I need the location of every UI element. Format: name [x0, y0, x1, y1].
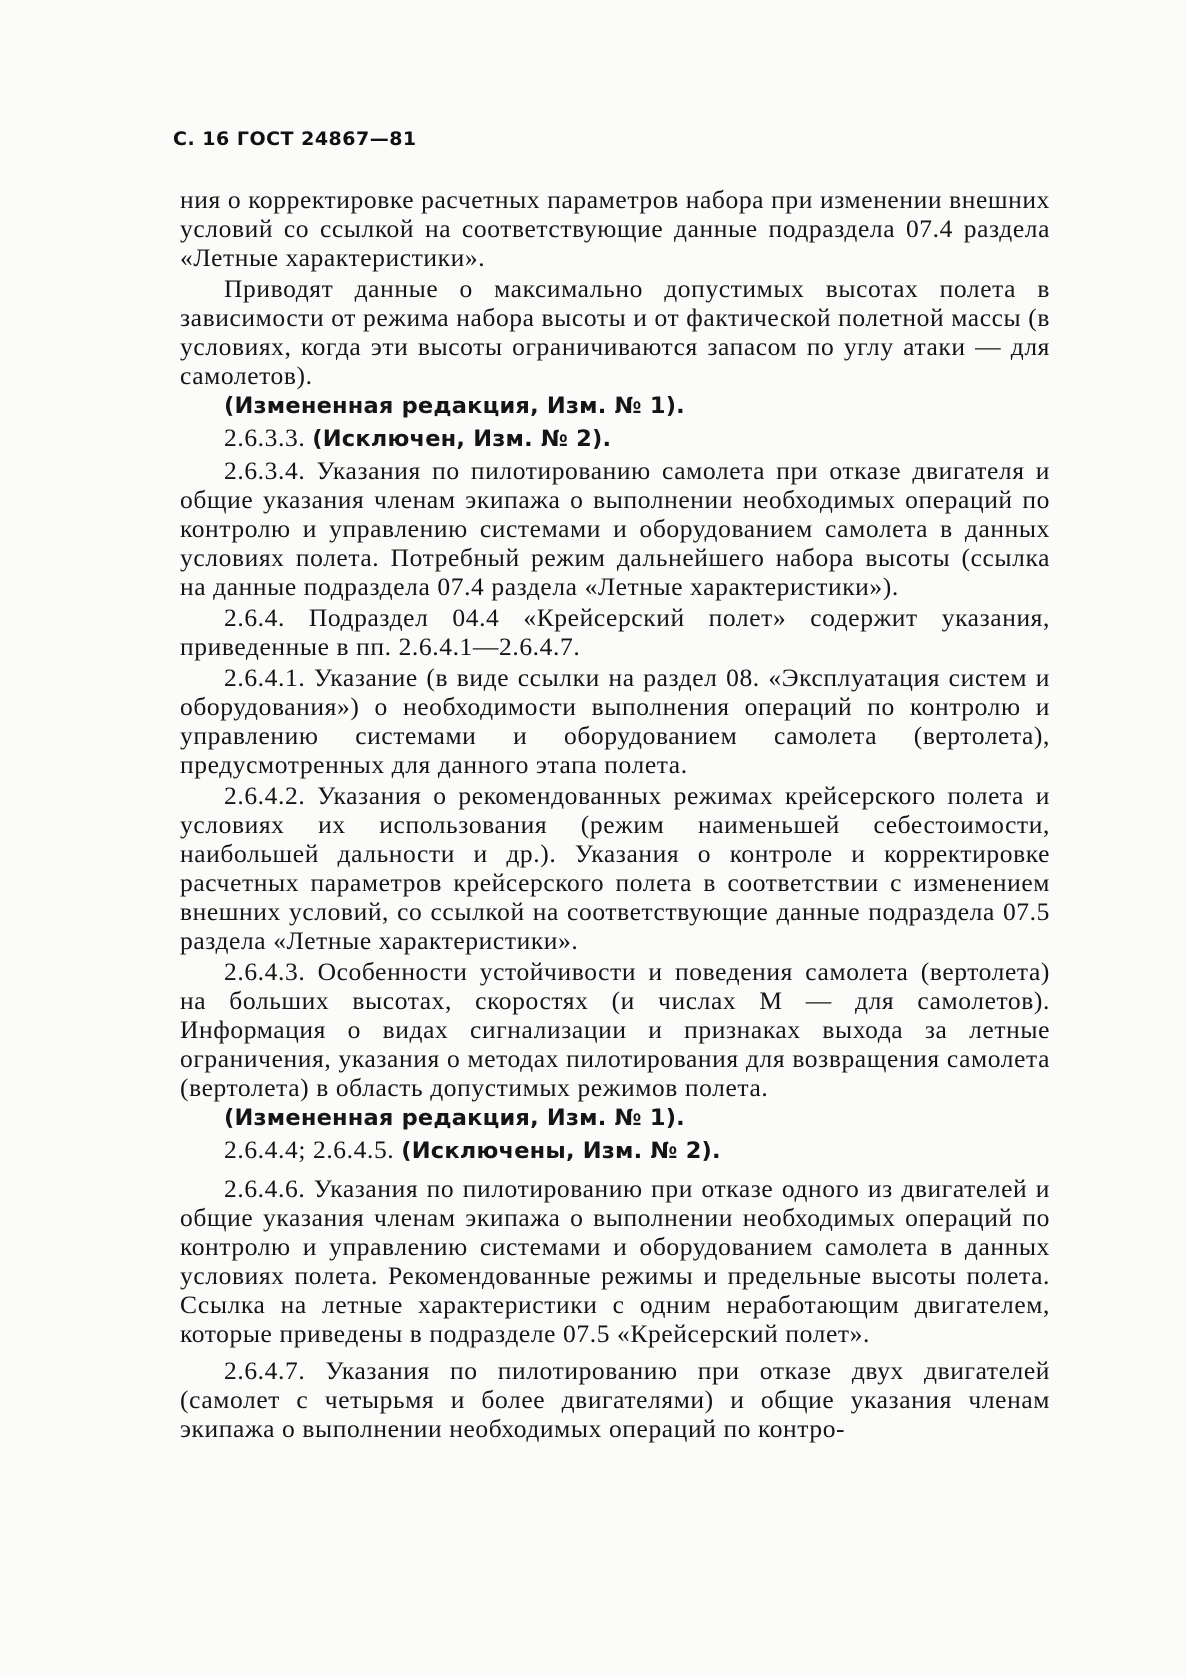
excluded-note: (Исключены, Изм. № 2).: [401, 1138, 721, 1164]
clause-number: 2.6.3.3.: [224, 423, 313, 452]
clause-2-6-3-4: 2.6.3.4. Указания по пилотированию самолета при отказе двигателя и общие указания членам экипажа о выполнении необходимых операций по контролю и управлению системами и оборудованием самолета в данных условиях полета. Потребный режим дальнейшего набора высоты (ссылка на данные подраздела 07.4 раздела «Летные характеристики»).: [180, 456, 1050, 601]
clause-2-6-3-3: [180, 423, 1050, 454]
paragraph-max-altitudes: Приводят данные о максимально допустимых высотах полета в зависимости от режима набора высоты и от фактической полетной массы (в условиях, когда эти высоты ограничиваются запасом по углу атаки — для самолетов).: [180, 274, 1050, 390]
clause-2-6-4-3: 2.6.4.3. Особенности устойчивости и поведения самолета (вертолета) на больших высотах, скоростях (и числах М — для самолетов). Информация о видах сигнализации и признаках выхода за летные ограничения, указания о методах пилотирования для возвращения самолета (вертолета) в область допустимых режимов полета.: [180, 957, 1050, 1102]
clause-2-6-4-7: 2.6.4.7. Указания по пилотированию при отказе двух двигателей (самолет с четырьмя и более двигателями) и общие указания членам экипажа о выполнении необходимых операций по контро-: [180, 1356, 1050, 1443]
amendment-note: (Измененная редакция, Изм. № 1).: [224, 393, 685, 419]
clause-2-6-4-4-5: [180, 1135, 1050, 1166]
amendment-note: (Измененная редакция, Изм. № 1).: [224, 1105, 685, 1131]
document-body: [180, 185, 1050, 1445]
clause-number: 2.6.4.4; 2.6.4.5.: [224, 1135, 402, 1164]
paragraph-continuation: ния о корректировке расчетных параметров набора при изменении внешних условий со ссылкой на соответствующие данные подраздела 07.4 раздела «Летные характеристики».: [180, 185, 1050, 272]
clause-2-6-4-6: 2.6.4.6. Указания по пилотированию при отказе одного из двигателей и общие указания членам экипажа о выполнении необходимых операций по контролю и управлению системами и оборудованием самолета в данных условиях полета. Рекомендованные режимы и предельные высоты полета. Ссылка на летные характеристики с одним неработающим двигателем, которые приведены в подразделе 07.5 «Крейсерский полет».: [180, 1174, 1050, 1348]
excluded-note: (Исключен, Изм. № 2).: [312, 426, 612, 452]
clause-2-6-4-1: 2.6.4.1. Указание (в виде ссылки на раздел 08. «Эксплуатация систем и оборудования») о необходимости выполнения операций по контролю и управлению системами и оборудованием самолета (вертолета), предусмотренных для данного этапа полета.: [180, 663, 1050, 779]
clause-2-6-4-2: 2.6.4.2. Указания о рекомендованных режимах крейсерского полета и условиях их использования (режим наименьшей себестоимости, наибольшей дальности и др.). Указания о контроле и корректировке расчетных параметров крейсерского полета в соответствии с изменением внешних условий, со ссылкой на соответствующие данные подраздела 07.5 раздела «Летные характеристики».: [180, 781, 1050, 955]
clause-2-6-4: 2.6.4. Подраздел 04.4 «Крейсерский полет» содержит указания, приведенные в пп. 2.6.4.1—2.6.4.7.: [180, 603, 1050, 661]
page-header: С. 16 ГОСТ 24867—81: [173, 128, 417, 150]
